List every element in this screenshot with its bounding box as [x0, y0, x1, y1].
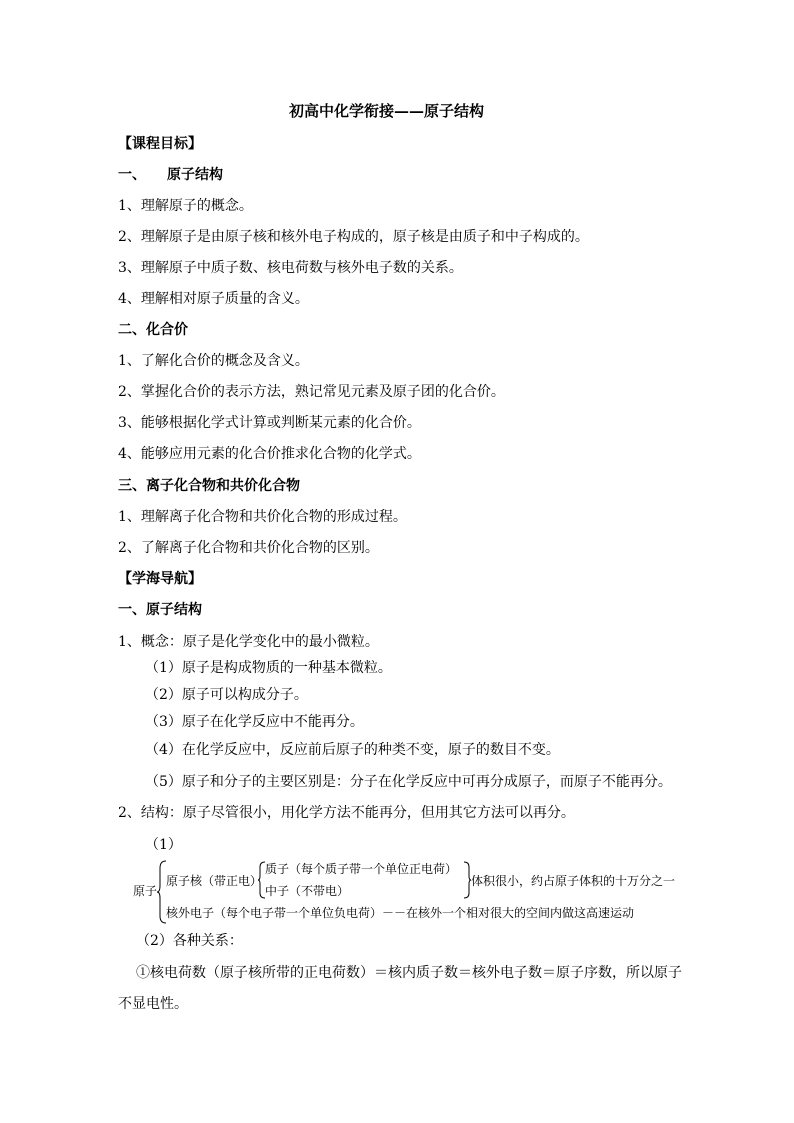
goals-heading: 【课程目标】 — [118, 136, 202, 152]
concept-item: （3）原子在化学反应中不能再分。 — [145, 714, 364, 730]
goals-section-3-heading: 三、离子化合物和共价化合物 — [118, 478, 300, 494]
relations-heading: （2）各种关系： — [136, 933, 243, 949]
concept-line: 1、概念：原子是化学变化中的最小微粒。 — [118, 634, 379, 650]
concept-item: （2）原子可以构成分子。 — [145, 687, 308, 703]
proton-label: 质子（每个质子带一个单位正电荷） — [265, 862, 458, 876]
concept-item: （1）原子是构成物质的一种基本微粒。 — [145, 660, 392, 676]
structure-line: 2、结构：原子尽管很小，用化学方法不能再分，但用其它方法可以再分。 — [118, 805, 575, 821]
goals-section-2-item: 1、了解化合价的概念及含义。 — [118, 353, 309, 369]
guide-heading: 【学海导航】 — [118, 571, 202, 587]
neutron-label: 中子（不带电） — [265, 884, 350, 898]
goals-section-2-item: 4、能够应用元素的化合价推求化合物的化学式。 — [118, 446, 421, 462]
goals-section-1-item: 2、理解原子是由原子核和核外电子构成的，原子核是由质子和中子构成的。 — [118, 229, 589, 245]
electron-label: 核外电子（每个电子带一个单位负电荷）－－在核外一个相对很大的空间内做这高速运动 — [166, 906, 635, 920]
goals-section-1-heading: 一、 原子结构 — [118, 167, 223, 183]
concept-item: （5）原子和分子的主要区别是：分子在化学反应中可再分成原子，而原子不能再分。 — [145, 774, 672, 790]
goals-section-2-item: 2、掌握化合价的表示方法，熟记常见元素及原子团的化合价。 — [118, 384, 505, 400]
goals-section-2-item: 3、能够根据化学式计算或判断某元素的化合价。 — [118, 415, 421, 431]
concept-item: （4）在化学反应中，反应前后原子的种类不变，原子的数目不变。 — [145, 742, 560, 758]
goals-section-1-item: 4、理解相对原子质量的含义。 — [118, 291, 309, 307]
nucleus-label: 原子核（带正电） — [166, 874, 263, 888]
goals-section-3-item: 1、理解离子化合物和共价化合物的形成过程。 — [118, 509, 407, 525]
page-title: 初高中化学衔接——原子结构 — [289, 102, 485, 120]
goals-section-1-item: 1、理解原子的概念。 — [118, 198, 253, 214]
relation-1-line-2: 不显电性。 — [118, 996, 188, 1012]
structure-sub-1: （1） — [145, 837, 182, 853]
goals-section-3-item: 2、了解离子化合物和共价化合物的区别。 — [118, 540, 379, 556]
goals-section-2-heading: 二、化合价 — [118, 322, 188, 338]
nucleus-note: 体积很小，约占原子体积的十万分之一 — [471, 874, 676, 888]
goals-section-1-item: 3、理解原子中质子数、核电荷数与核外电子数的关系。 — [118, 260, 463, 276]
guide-section-1-heading: 一、原子结构 — [118, 602, 202, 618]
relation-1-line-1: ①核电荷数（原子核所带的正电荷数）＝核内质子数＝核外电子数＝原子序数，所以原子 — [136, 965, 682, 981]
atom-structure-diagram — [130, 858, 690, 928]
nucleus-closing-brace — [463, 861, 471, 899]
atom-label: 原子 — [133, 884, 158, 898]
